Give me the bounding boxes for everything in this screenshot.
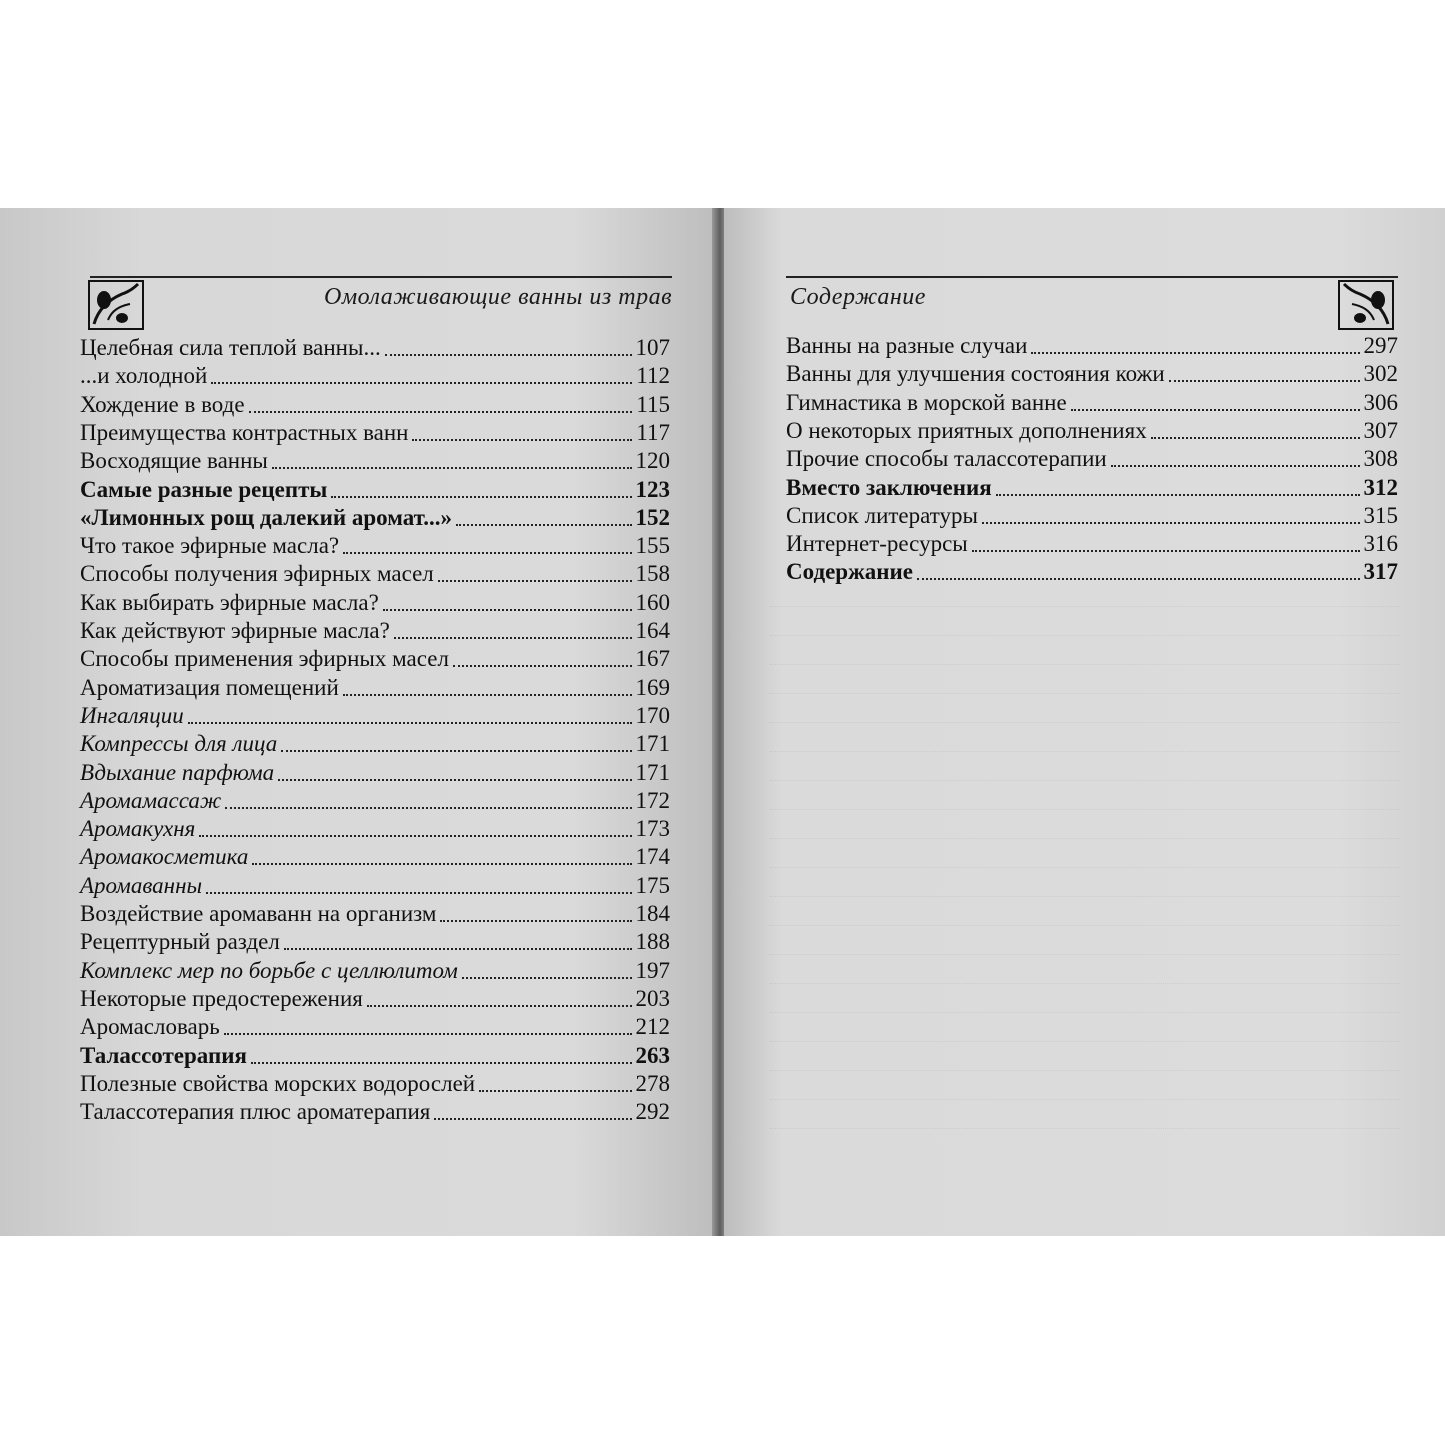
table-of-contents-right: [786, 332, 1398, 592]
dot-leader: [1031, 332, 1359, 354]
toc-entry-page: 107: [635, 335, 670, 360]
toc-entry-title: Вдыхание парфюма: [80, 759, 275, 785]
toc-entry-title: Целебная сила теплой ванны...: [80, 335, 381, 360]
dot-leader: [479, 1070, 631, 1092]
toc-entry-page: 170: [635, 702, 670, 728]
toc-entry-title: О некоторых приятных дополнениях: [786, 417, 1147, 443]
dot-leader: [438, 560, 632, 582]
toc-entry: [80, 560, 670, 588]
dot-leader: [251, 1042, 632, 1064]
toc-entry: [80, 985, 670, 1013]
toc-entry-page: 174: [635, 844, 670, 870]
floral-ornament-icon: [1338, 280, 1394, 330]
toc-entry-page: 169: [635, 674, 670, 700]
toc-entry-title: Аромаванны: [80, 872, 203, 898]
toc-entry-page: 302: [1363, 361, 1398, 387]
toc-entry-page: 203: [635, 985, 670, 1011]
toc-entry-title: Некоторые предостережения: [80, 985, 363, 1011]
toc-entry-title: Воздействие аромаванн на организм: [80, 901, 437, 926]
toc-entry-page: 112: [636, 363, 670, 389]
toc-entry-page: 315: [1363, 502, 1398, 528]
toc-entry-title: Ароматизация помещений: [80, 674, 339, 700]
toc-entry-title: «Лимонных рощ далекий аромат...»: [80, 504, 452, 530]
running-head: Содержание: [790, 284, 926, 310]
toc-entry: [80, 815, 670, 843]
toc-entry: [786, 417, 1398, 445]
toc-entry-title: Прочие способы талассотерапии: [786, 446, 1107, 472]
toc-entry: [80, 759, 670, 787]
toc-entry-title: Восходящие ванны: [80, 448, 268, 474]
toc-entry-title: Преимущества контрастных ванн: [80, 419, 409, 445]
toc-entry-title: Как действуют эфирные масла?: [80, 618, 390, 643]
dot-leader: [456, 504, 632, 526]
dot-leader: [982, 502, 1360, 524]
toc-entry-title: Комплекс мер по борьбе с целлюлитом: [80, 957, 458, 983]
toc-entry-title: Хождение в воде: [80, 391, 245, 417]
toc-entry-page: 115: [636, 391, 670, 417]
header-rule: [90, 276, 672, 278]
toc-entry-page: 152: [635, 504, 670, 530]
floral-ornament-icon: [88, 280, 144, 330]
left-page: [0, 208, 716, 1236]
toc-entry-page: 297: [1363, 333, 1398, 358]
dot-leader: [206, 872, 631, 894]
toc-entry-page: 167: [635, 646, 670, 672]
running-head: Омолаживающие ванны из трав: [323, 284, 672, 310]
toc-entry-title: Способы применения эфирных масел: [80, 646, 449, 672]
toc-entry-title: Рецептурный раздел: [80, 929, 280, 955]
toc-entry-page: 306: [1363, 389, 1398, 415]
toc-entry-title: Компрессы для лица: [80, 731, 278, 757]
toc-entry-title: Ингаляции: [80, 702, 184, 728]
dot-leader: [211, 362, 632, 384]
dot-leader: [1169, 360, 1360, 382]
toc-entry-page: 278: [635, 1070, 670, 1096]
dot-leader: [284, 928, 632, 950]
toc-entry-page: 212: [635, 1014, 670, 1040]
toc-entry-title: Ванны для улучшения состояния кожи: [786, 361, 1165, 387]
toc-entry-title: Способы получения эфирных масел: [80, 561, 434, 587]
toc-entry: [80, 1070, 670, 1098]
toc-entry-title: Гимнастика в морской ванне: [786, 389, 1067, 415]
toc-entry: [80, 362, 670, 390]
toc-entry-title: Аромамассаж: [80, 787, 222, 813]
dot-leader: [225, 787, 631, 809]
toc-entry-page: 158: [635, 561, 670, 587]
toc-entry-page: 171: [635, 759, 670, 785]
dot-leader: [453, 645, 632, 667]
toc-entry: [80, 419, 670, 447]
dot-leader: [996, 474, 1360, 496]
dot-leader: [462, 957, 632, 979]
toc-entry-page: 172: [635, 787, 670, 813]
dot-leader: [1111, 445, 1360, 467]
dot-leader: [331, 476, 631, 498]
toc-entry: [80, 843, 670, 871]
toc-entry: [80, 589, 670, 617]
toc-entry-page: 120: [635, 448, 670, 474]
toc-entry-title: Аромакосметика: [80, 844, 249, 870]
toc-entry: [80, 1042, 670, 1070]
toc-entry-page: 263: [635, 1042, 670, 1068]
toc-entry: [786, 445, 1398, 473]
toc-entry: [80, 334, 670, 362]
toc-entry-page: 197: [635, 957, 670, 983]
toc-entry-title: Талассотерапия: [80, 1042, 247, 1068]
dot-leader: [224, 1013, 632, 1035]
toc-entry-page: 171: [635, 731, 670, 757]
toc-entry: [786, 558, 1398, 586]
dot-leader: [412, 419, 632, 441]
toc-entry: [80, 1013, 670, 1041]
toc-entry: [786, 530, 1398, 558]
toc-entry-page: 164: [635, 618, 670, 643]
toc-entry-title: Список литературы: [786, 502, 978, 528]
dot-leader: [440, 900, 631, 922]
toc-entry-title: Как выбирать эфирные масла?: [80, 589, 379, 615]
toc-entry-title: ...и холодной: [80, 363, 208, 389]
toc-entry-page: 184: [635, 901, 670, 926]
toc-entry-title: Вместо заключения: [786, 474, 992, 500]
toc-entry: [80, 447, 670, 475]
toc-entry-page: 155: [635, 533, 670, 559]
toc-entry-title: Аромакухня: [80, 816, 196, 842]
toc-entry: [80, 504, 670, 532]
toc-entry-page: 175: [635, 872, 670, 898]
toc-entry-page: 312: [1363, 474, 1398, 500]
toc-entry: [786, 389, 1398, 417]
toc-entry-page: 173: [635, 816, 670, 842]
toc-entry: [80, 900, 670, 928]
dot-leader: [1151, 417, 1360, 439]
toc-entry: [80, 928, 670, 956]
toc-entry: [786, 502, 1398, 530]
dot-leader: [272, 447, 632, 469]
dot-leader: [252, 843, 631, 865]
toc-entry-page: 123: [635, 476, 670, 502]
toc-entry-page: 292: [635, 1099, 670, 1125]
toc-entry-page: 188: [635, 929, 670, 955]
book-spread: [0, 208, 1445, 1236]
dot-leader: [434, 1098, 631, 1120]
toc-entry: [80, 674, 670, 702]
toc-entry-title: Ванны на разные случаи: [786, 333, 1028, 358]
dot-leader: [199, 815, 631, 837]
toc-entry: [80, 476, 670, 504]
toc-entry: [80, 617, 670, 645]
toc-entry-page: 308: [1363, 446, 1398, 472]
table-of-contents-left: [80, 334, 670, 1134]
dot-leader: [385, 334, 632, 356]
dot-leader: [1071, 389, 1360, 411]
dot-leader: [917, 558, 1360, 580]
dot-leader: [188, 702, 632, 724]
toc-entry-page: 307: [1363, 417, 1398, 443]
toc-entry: [80, 872, 670, 900]
dot-leader: [972, 530, 1360, 552]
right-page: [724, 208, 1445, 1236]
toc-entry: [80, 391, 670, 419]
toc-entry: [80, 645, 670, 673]
toc-entry-title: Что такое эфирные масла?: [80, 533, 340, 559]
toc-entry-page: 160: [635, 589, 670, 615]
dot-leader: [367, 985, 632, 1007]
toc-entry: [80, 787, 670, 815]
toc-entry: [80, 702, 670, 730]
toc-entry-title: Содержание: [786, 559, 913, 585]
dot-leader: [343, 532, 631, 554]
toc-entry: [786, 332, 1398, 360]
dot-leader: [343, 674, 632, 696]
toc-entry: [80, 957, 670, 985]
toc-entry-title: Полезные свойства морских водорослей: [80, 1070, 476, 1096]
toc-entry: [786, 360, 1398, 388]
dot-leader: [249, 391, 633, 413]
toc-entry: [80, 730, 670, 758]
bleed-through-lines: [770, 578, 1400, 1129]
toc-entry-page: 317: [1363, 559, 1398, 585]
toc-entry-page: 316: [1363, 531, 1398, 557]
toc-entry-title: Самые разные рецепты: [80, 476, 328, 502]
header-rule: [786, 276, 1398, 278]
toc-entry: [80, 1098, 670, 1126]
toc-entry-title: Талассотерапия плюс ароматерапия: [80, 1099, 431, 1125]
dot-leader: [281, 730, 631, 752]
toc-entry: [786, 474, 1398, 502]
dot-leader: [394, 617, 632, 639]
toc-entry-title: Аромасловарь: [80, 1014, 220, 1040]
dot-leader: [278, 759, 631, 781]
toc-entry-page: 117: [636, 419, 670, 445]
toc-entry-title: Интернет-ресурсы: [786, 531, 968, 557]
dot-leader: [383, 589, 632, 611]
toc-entry: [80, 532, 670, 560]
